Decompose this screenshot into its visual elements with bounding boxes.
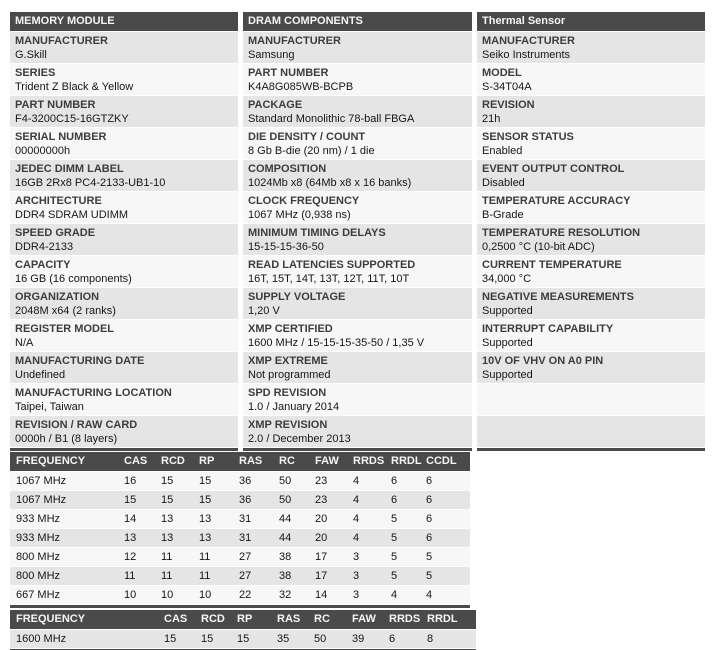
- timing-cell: 38: [279, 551, 292, 563]
- field-label: ARCHITECTURE: [15, 195, 102, 207]
- field-label: MANUFACTURER: [248, 35, 341, 47]
- timing-cell: 4: [353, 475, 360, 487]
- field-label: DIE DENSITY / COUNT: [248, 131, 366, 143]
- field-value: Supported: [482, 369, 533, 381]
- timing-cell: 13: [199, 532, 212, 544]
- field-row: [10, 96, 238, 128]
- table-row: [10, 586, 470, 605]
- frequency-cell: 800 MHz: [16, 570, 61, 582]
- timing-cell: 15: [161, 494, 174, 506]
- field-row: [10, 384, 238, 416]
- timing-cell: 20: [315, 513, 328, 525]
- field-row: [243, 320, 472, 352]
- timing-cell: 15: [199, 494, 212, 506]
- timing-cell: 6: [426, 475, 433, 487]
- field-value: 16GB 2Rx8 PC4-2133-UB1-10: [15, 177, 166, 189]
- table-row: [10, 548, 470, 567]
- field-label: 10V OF VHV ON A0 PIN: [482, 355, 604, 367]
- timing-cell: 4: [426, 589, 433, 601]
- field-label: PART NUMBER: [248, 67, 329, 79]
- timing-cell: 15: [201, 633, 214, 645]
- field-row: [243, 256, 472, 288]
- field-row: [10, 32, 238, 64]
- table-body: [10, 452, 470, 605]
- field-label: TEMPERATURE ACCURACY: [482, 195, 631, 207]
- timing-cell: 4: [353, 494, 360, 506]
- field-value: 1,20 V: [248, 305, 280, 317]
- timing-cell: 5: [426, 570, 433, 582]
- column-header: CCDL: [426, 455, 457, 467]
- field-label: SUPPLY VOLTAGE: [248, 291, 346, 303]
- column-header: RC: [314, 613, 330, 625]
- field-value: B-Grade: [482, 209, 524, 221]
- frequency-cell: 933 MHz: [16, 513, 61, 525]
- field-label: SERIAL NUMBER: [15, 131, 107, 143]
- field-row: [477, 224, 705, 256]
- field-row: [477, 128, 705, 160]
- field-value: 16 GB (16 components): [15, 273, 132, 285]
- table-bottom-border: [10, 605, 470, 608]
- timing-cell: 5: [391, 570, 398, 582]
- field-value: G.Skill: [15, 49, 47, 61]
- timing-cell: 11: [199, 570, 211, 582]
- field-row: [243, 128, 472, 160]
- timing-cell: 11: [161, 570, 173, 582]
- field-value: Enabled: [482, 145, 523, 157]
- field-label: PART NUMBER: [15, 99, 96, 111]
- column-header: RP: [237, 613, 253, 625]
- field-label: REVISION / RAW CARD: [15, 419, 138, 431]
- field-label: EVENT OUTPUT CONTROL: [482, 163, 625, 175]
- panel-dram-components: [243, 12, 472, 451]
- column-header: FREQUENCY: [16, 613, 86, 625]
- panel-title: DRAM COMPONENTS: [243, 12, 472, 31]
- field-row: [477, 64, 705, 96]
- timing-cell: 14: [124, 513, 137, 525]
- timing-cell: 3: [353, 551, 360, 563]
- xmp-timings-table: [10, 610, 476, 650]
- field-label: READ LATENCIES SUPPORTED: [248, 259, 416, 271]
- field-label: PACKAGE: [248, 99, 303, 111]
- field-label: SENSOR STATUS: [482, 131, 574, 143]
- timing-cell: 44: [279, 532, 292, 544]
- table-row: [10, 491, 470, 510]
- field-row: [243, 160, 472, 192]
- timing-cell: 6: [426, 494, 433, 506]
- panel-fields: [477, 32, 705, 448]
- column-header: RRDS: [353, 455, 385, 467]
- timing-cell: 27: [239, 570, 252, 582]
- timing-cell: 16: [124, 475, 137, 487]
- column-header: RCD: [201, 613, 225, 625]
- timing-cell: 10: [124, 589, 137, 601]
- field-value: Disabled: [482, 177, 525, 189]
- timing-cell: 20: [315, 532, 328, 544]
- table-row: [10, 529, 470, 548]
- timing-cell: 36: [239, 494, 252, 506]
- panel-fields: [10, 32, 238, 448]
- field-row: [10, 160, 238, 192]
- filler-row: [477, 416, 705, 448]
- field-value: 00000000h: [15, 145, 71, 157]
- field-label: CLOCK FREQUENCY: [248, 195, 360, 207]
- column-header: RRDS: [389, 613, 421, 625]
- frequency-cell: 1067 MHz: [16, 494, 67, 506]
- timing-cell: 11: [161, 551, 173, 563]
- table-row: [10, 472, 470, 491]
- timing-cell: 11: [124, 570, 136, 582]
- field-row: [477, 32, 705, 64]
- field-row: [243, 384, 472, 416]
- field-label: CURRENT TEMPERATURE: [482, 259, 622, 271]
- field-value: Seiko Instruments: [482, 49, 571, 61]
- field-value: 21h: [482, 113, 501, 125]
- timing-cell: 6: [426, 532, 433, 544]
- field-label: JEDEC DIMM LABEL: [15, 163, 124, 175]
- field-row: [477, 192, 705, 224]
- table-header-row: [10, 452, 470, 471]
- column-header: RRDL: [427, 613, 458, 625]
- column-header: FREQUENCY: [16, 455, 86, 467]
- timing-cell: 17: [315, 551, 328, 563]
- field-value: Not programmed: [248, 369, 331, 381]
- field-row: [477, 96, 705, 128]
- timing-cell: 13: [199, 513, 212, 525]
- timing-cell: 23: [315, 475, 328, 487]
- field-value: 15-15-15-36-50: [248, 241, 324, 253]
- field-value: Supported: [482, 337, 533, 349]
- field-label: CAPACITY: [15, 259, 71, 271]
- field-value: Undefined: [15, 369, 66, 381]
- field-value: F4-3200C15-16GTZKY: [15, 113, 129, 125]
- info-panels: [10, 12, 714, 451]
- field-label: SPD REVISION: [248, 387, 327, 399]
- column-header: RC: [279, 455, 295, 467]
- jedec-timings-table: [10, 452, 470, 608]
- timing-cell: 12: [124, 551, 137, 563]
- table-row: [10, 567, 470, 586]
- timing-cell: 31: [239, 513, 252, 525]
- frequency-cell: 800 MHz: [16, 551, 61, 563]
- field-row: [477, 320, 705, 352]
- field-row: [10, 64, 238, 96]
- field-row: [243, 288, 472, 320]
- timing-cell: 15: [164, 633, 177, 645]
- field-row: [10, 352, 238, 384]
- field-row: [243, 32, 472, 64]
- field-value: Trident Z Black & Yellow: [15, 81, 134, 93]
- field-label: INTERRUPT CAPABILITY: [482, 323, 614, 335]
- field-value: 34,000 °C: [482, 273, 532, 285]
- timing-cell: 8: [427, 633, 434, 645]
- timing-cell: 3: [353, 589, 360, 601]
- field-row: [10, 288, 238, 320]
- field-label: MANUFACTURER: [482, 35, 575, 47]
- timing-cell: 39: [352, 633, 365, 645]
- timing-cell: 4: [391, 589, 398, 601]
- field-label: MANUFACTURING LOCATION: [15, 387, 172, 399]
- panel-title: Thermal Sensor: [477, 12, 705, 31]
- column-header: RRDL: [391, 455, 422, 467]
- frequency-cell: 1600 MHz: [16, 633, 67, 645]
- field-value: Standard Monolithic 78-ball FBGA: [248, 113, 415, 125]
- field-row: [10, 256, 238, 288]
- timing-cell: 15: [199, 475, 212, 487]
- field-label: XMP REVISION: [248, 419, 328, 431]
- field-value: N/A: [15, 337, 34, 349]
- timing-cell: 14: [315, 589, 328, 601]
- frequency-cell: 1067 MHz: [16, 475, 67, 487]
- table-body: [10, 610, 476, 649]
- field-row: [243, 192, 472, 224]
- timing-cell: 4: [353, 532, 360, 544]
- field-label: MINIMUM TIMING DELAYS: [248, 227, 386, 239]
- field-row: [10, 192, 238, 224]
- column-header: RAS: [239, 455, 263, 467]
- field-row: [243, 64, 472, 96]
- field-label: MANUFACTURING DATE: [15, 355, 145, 367]
- timing-cell: 50: [314, 633, 327, 645]
- timing-cell: 6: [389, 633, 396, 645]
- field-label: XMP EXTREME: [248, 355, 328, 367]
- field-row: [243, 224, 472, 256]
- timing-cell: 15: [161, 475, 174, 487]
- panel-bottom-border: [477, 448, 705, 451]
- column-header: CAS: [124, 455, 148, 467]
- timing-cell: 6: [426, 513, 433, 525]
- table-row: [10, 630, 476, 649]
- timing-cell: 13: [161, 532, 174, 544]
- field-label: SPEED GRADE: [15, 227, 96, 239]
- field-value: 1067 MHz (0,938 ns): [248, 209, 351, 221]
- table-header-row: [10, 610, 476, 629]
- timing-cell: 27: [239, 551, 252, 563]
- panel-memory-module: [10, 12, 238, 451]
- table-row: [10, 510, 470, 529]
- field-value: 0,2500 °C (10-bit ADC): [482, 241, 595, 253]
- field-row: [477, 352, 705, 384]
- field-label: TEMPERATURE RESOLUTION: [482, 227, 641, 239]
- field-value: 0000h / B1 (8 layers): [15, 433, 118, 445]
- timing-cell: 10: [161, 589, 174, 601]
- timing-cell: 15: [124, 494, 137, 506]
- column-header: RAS: [277, 613, 301, 625]
- timing-cell: 15: [237, 633, 250, 645]
- field-label: XMP CERTIFIED: [248, 323, 333, 335]
- field-row: [10, 320, 238, 352]
- field-value: 8 Gb B-die (20 nm) / 1 die: [248, 145, 375, 157]
- timing-cell: 4: [353, 513, 360, 525]
- timing-cell: 17: [315, 570, 328, 582]
- column-header: FAW: [315, 455, 339, 467]
- field-value: Samsung: [248, 49, 295, 61]
- timing-cell: 23: [315, 494, 328, 506]
- field-label: NEGATIVE MEASUREMENTS: [482, 291, 634, 303]
- field-value: K4A8G085WB-BCPB: [248, 81, 354, 93]
- field-row: [477, 288, 705, 320]
- timing-cell: 50: [279, 475, 292, 487]
- timing-cell: 3: [353, 570, 360, 582]
- panel-bottom-border: [10, 448, 238, 451]
- timing-cell: 22: [239, 589, 252, 601]
- timing-cell: 32: [279, 589, 292, 601]
- field-value: S-34T04A: [482, 81, 532, 93]
- field-row: [477, 256, 705, 288]
- timing-cell: 50: [279, 494, 292, 506]
- field-value: 2048M x64 (2 ranks): [15, 305, 116, 317]
- timing-cell: 5: [426, 551, 433, 563]
- field-row: [243, 352, 472, 384]
- field-row: [10, 224, 238, 256]
- timing-cell: 6: [391, 494, 398, 506]
- panel-fields: [243, 32, 472, 448]
- timing-cell: 10: [199, 589, 212, 601]
- timing-cell: 5: [391, 513, 398, 525]
- filler-row: [477, 384, 705, 416]
- field-label: REVISION: [482, 99, 535, 111]
- timing-cell: 11: [199, 551, 211, 563]
- timing-cell: 6: [391, 475, 398, 487]
- field-label: COMPOSITION: [248, 163, 327, 175]
- field-value: 2.0 / December 2013: [248, 433, 351, 445]
- timing-cell: 13: [161, 513, 174, 525]
- timing-cell: 5: [391, 532, 398, 544]
- column-header: RP: [199, 455, 215, 467]
- field-value: 16T, 15T, 14T, 13T, 12T, 11T, 10T: [248, 273, 410, 285]
- field-value: Supported: [482, 305, 533, 317]
- panel-thermal-sensor: [477, 12, 705, 451]
- column-header: CAS: [164, 613, 188, 625]
- timing-cell: 5: [391, 551, 398, 563]
- field-label: REGISTER MODEL: [15, 323, 115, 335]
- field-label: MODEL: [482, 67, 522, 79]
- column-header: RCD: [161, 455, 185, 467]
- timing-cell: 35: [277, 633, 290, 645]
- field-row: [477, 160, 705, 192]
- field-value: DDR4-2133: [15, 241, 74, 253]
- field-value: 1.0 / January 2014: [248, 401, 340, 413]
- timing-cell: 13: [124, 532, 137, 544]
- column-header: FAW: [352, 613, 376, 625]
- field-row: [10, 416, 238, 448]
- field-value: Taipei, Taiwan: [15, 401, 84, 413]
- frequency-cell: 933 MHz: [16, 532, 61, 544]
- field-label: SERIES: [15, 67, 56, 79]
- field-label: ORGANIZATION: [15, 291, 100, 303]
- timing-cell: 31: [239, 532, 252, 544]
- panel-title: MEMORY MODULE: [10, 12, 238, 31]
- field-value: 1024Mb x8 (64Mb x8 x 16 banks): [248, 177, 412, 189]
- panel-bottom-border: [243, 448, 472, 451]
- field-row: [243, 416, 472, 448]
- timing-cell: 44: [279, 513, 292, 525]
- field-row: [243, 96, 472, 128]
- field-value: DDR4 SDRAM UDIMM: [15, 209, 129, 221]
- field-value: 1600 MHz / 15-15-15-35-50 / 1,35 V: [248, 337, 425, 349]
- frequency-cell: 667 MHz: [16, 589, 61, 601]
- timing-cell: 36: [239, 475, 252, 487]
- field-label: MANUFACTURER: [15, 35, 108, 47]
- field-row: [10, 128, 238, 160]
- timing-cell: 38: [279, 570, 292, 582]
